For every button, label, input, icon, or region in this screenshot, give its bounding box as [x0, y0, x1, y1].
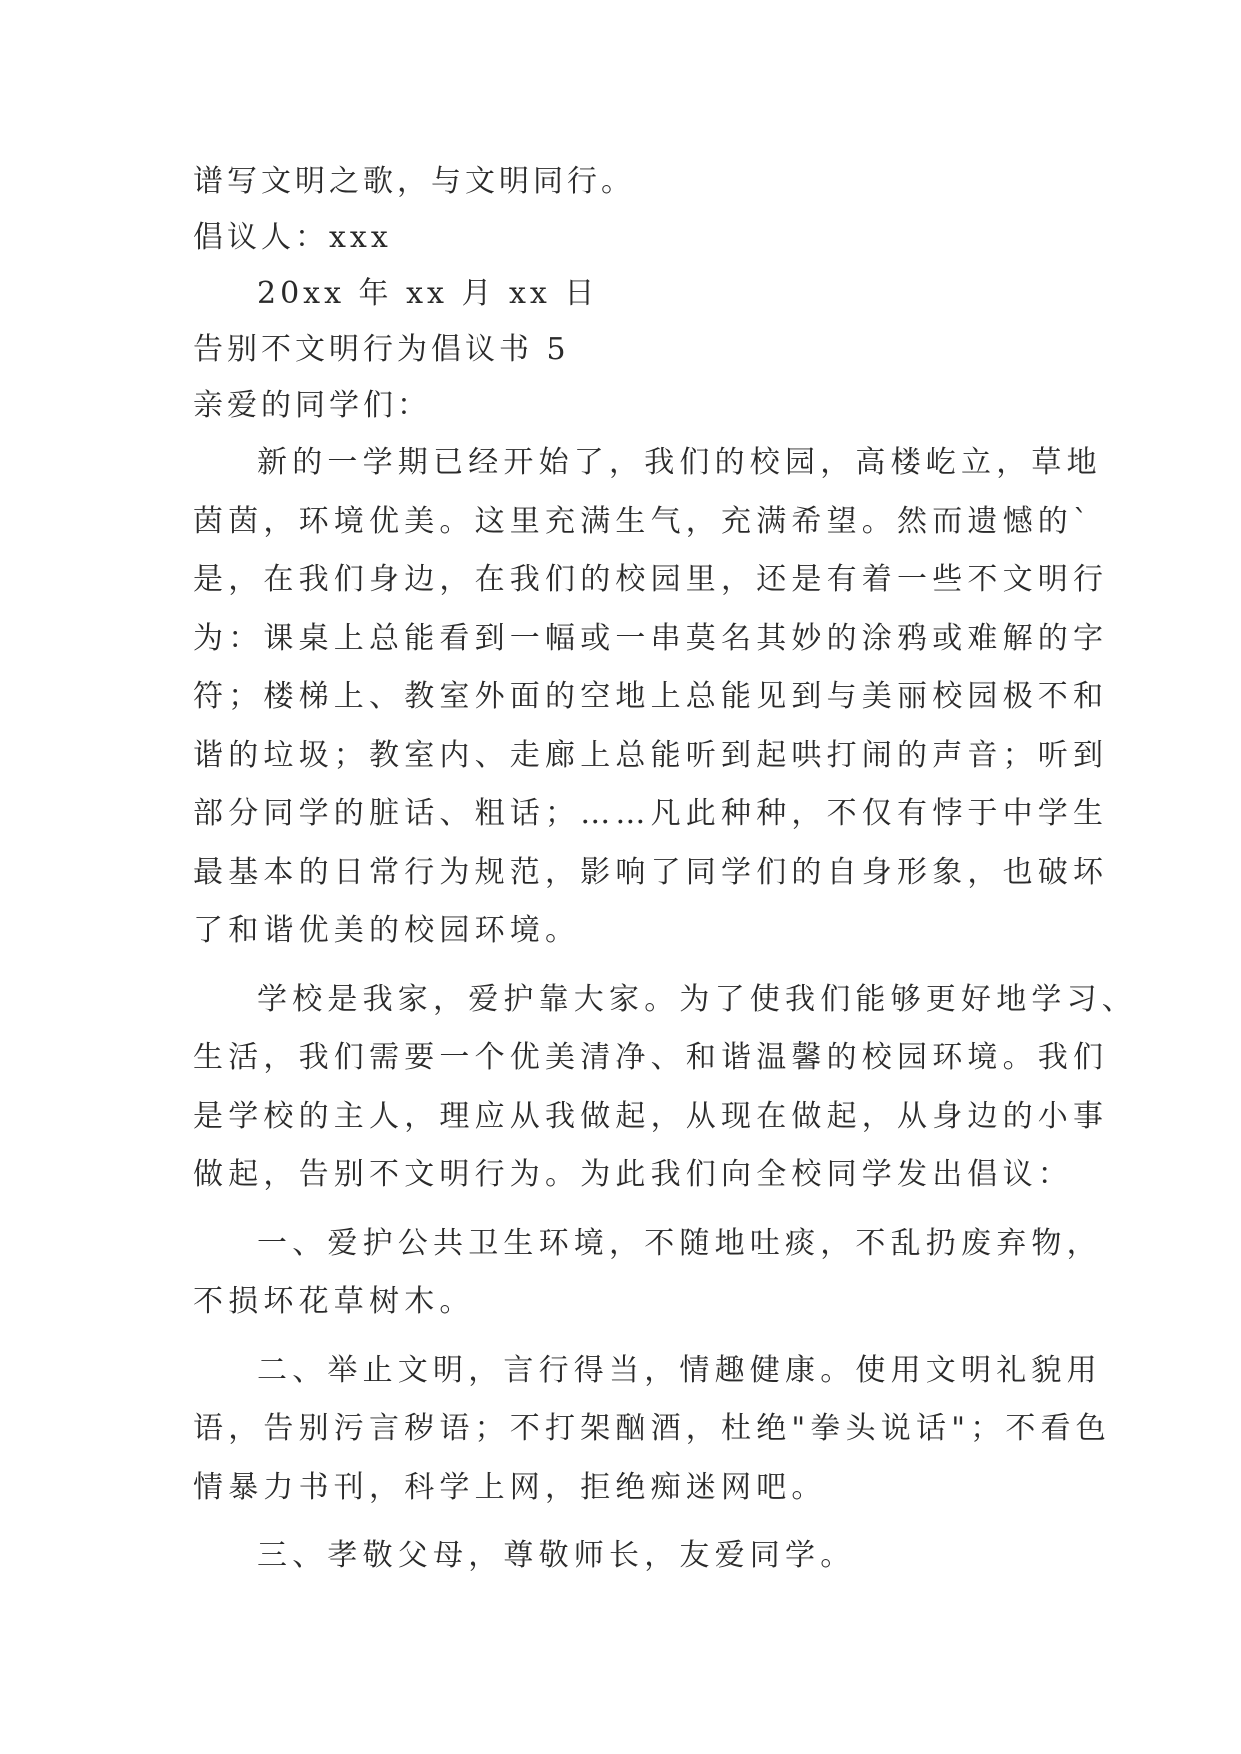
- paragraph-gap: [193, 1517, 1053, 1527]
- paragraph-line: 符；楼梯上、教室外面的空地上总能见到与美丽校园极不和: [193, 679, 1109, 714]
- salutation: 亲爱的同学们：: [193, 388, 431, 423]
- paragraph-2: [193, 971, 1137, 1205]
- paragraph-line: 做起，告别不文明行为。为此我们向全校同学发出倡议：: [193, 1157, 1073, 1192]
- paragraph-gap: [193, 1205, 1053, 1215]
- paragraph-line: 情暴力书刊，科学上网，拒绝痴迷网吧。: [193, 1469, 827, 1505]
- paragraph-line: 最基本的日常行为规范，影响了同学们的自身形象，也破坏: [193, 854, 1109, 890]
- paragraph-line: 谐的垃圾；教室内、走廊上总能听到起哄打闹的声音；听到: [193, 737, 1109, 773]
- paragraph-line: 是学校的主人，理应从我做起，从现在做起，从身边的小事: [193, 1098, 1109, 1134]
- paragraph-1: [193, 434, 1109, 961]
- paragraph-5: [193, 1527, 1053, 1586]
- paragraph-line: 新的一学期已经开始了，我们的校园，高楼屹立，草地: [257, 445, 1102, 480]
- paragraph-line: 生活，我们需要一个优美清净、和谐温馨的校园环境。我们: [193, 1040, 1109, 1075]
- proposer-line: 倡议人：xxx: [193, 220, 392, 255]
- paragraph-line: 不损坏花草树木。: [193, 1284, 475, 1319]
- date-line: 20xx 年 xx 月 xx 日: [257, 276, 599, 311]
- document-title: 告别不文明行为倡议书 5: [193, 332, 570, 367]
- document-body: [193, 154, 1137, 1586]
- paragraph-line: 二、举止文明，言行得当，情趣健康。使用文明礼貌用: [257, 1352, 1102, 1388]
- paragraph-line: 部分同学的脏话、粗话；……凡此种种，不仅有悖于中学生: [193, 796, 1109, 831]
- paragraph-3: [193, 1215, 1102, 1332]
- paragraph-line: 语，告别污言秽语；不打架酗酒，杜绝"拳头说话"；不看色: [193, 1411, 1111, 1446]
- paragraph-line: 三、孝敬父母，尊敬师长，友爱同学。: [257, 1538, 856, 1573]
- paragraph-line: 为：课桌上总能看到一幅或一串莫名其妙的涂鸦或难解的字: [193, 620, 1109, 656]
- paragraph-gap: [193, 1332, 1053, 1342]
- paragraph-line: 一、爱护公共卫生环境，不随地吐痰，不乱扔废弃物，: [257, 1225, 1102, 1261]
- paragraph-line: 茵茵，环境优美。这里充满生气，充满希望。然而遗憾的`: [193, 503, 1094, 539]
- paragraph-4: [193, 1342, 1111, 1518]
- paragraph-gap: [193, 961, 1053, 971]
- paragraph-line: 是，在我们身边，在我们的校园里，还是有着一些不文明行: [193, 562, 1109, 597]
- paragraph-line: 学校是我家，爱护靠大家。为了使我们能够更好地学习、: [257, 981, 1137, 1017]
- paragraph-line: 了和谐优美的校园环境。: [193, 913, 581, 948]
- closing-line: 谱写文明之歌，与文明同行。: [193, 164, 635, 199]
